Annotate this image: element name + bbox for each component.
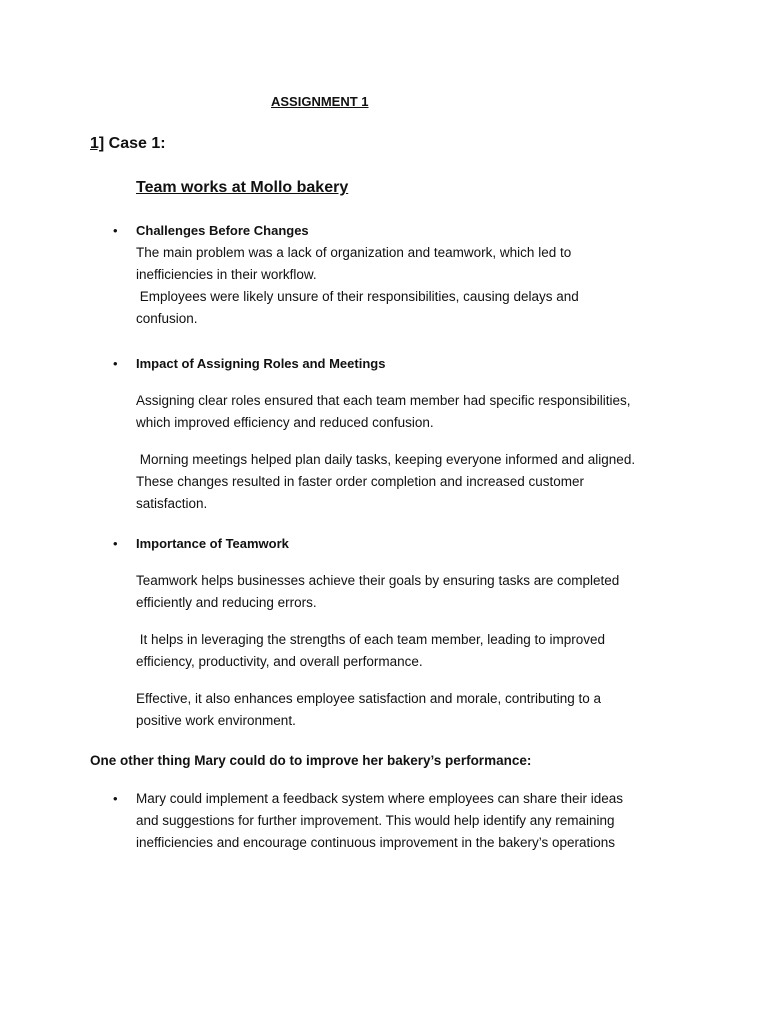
section-paragraph: Assigning clear roles ensured that each team member had specific responsibilities, which improved efficiency and reduced confusion. <box>136 393 631 430</box>
section-improvement <box>113 788 696 854</box>
section-impact <box>113 353 696 515</box>
document-title: ASSIGNMENT 1 <box>271 94 369 109</box>
section-paragraph: Teamwork helps businesses achieve their goals by ensuring tasks are completed efficiently and reducing errors. <box>136 573 620 610</box>
spacer <box>136 673 696 688</box>
bullet-marker: • <box>113 791 118 806</box>
bullet-marker: • <box>113 536 118 551</box>
spacer <box>136 614 696 629</box>
section-paragraph: The main problem was a lack of organization and teamwork, which led to inefficiencies in their workflow. Employees were likely unsure of their responsibilities, causing delays and confusion. <box>136 245 579 326</box>
spacer <box>136 375 696 390</box>
section-paragraph: Morning meetings helped plan daily tasks, keeping everyone informed and aligned. These changes resulted in faster order completion and increased customer satisfaction. <box>136 452 636 511</box>
case-heading <box>90 134 166 154</box>
section-paragraph: Effective, it also enhances employee satisfaction and morale, contributing to a positive work environment. <box>136 691 602 728</box>
section-heading: Challenges Before Changes <box>136 223 309 238</box>
case-subtitle: Team works at Mollo bakery <box>136 179 349 196</box>
case-number: 1] <box>90 135 105 152</box>
section-heading: Impact of Assigning Roles and Meetings <box>136 356 386 371</box>
improvement-paragraph: Mary could implement a feedback system where employees can share their ideas and suggestions for further improvement. This would help identify any remaining inefficiencies and encourage continuous improvement in the bakery’s operations <box>136 791 623 850</box>
spacer <box>136 434 696 449</box>
bullet-marker: • <box>113 356 118 371</box>
section-paragraph: It helps in leveraging the strengths of each team member, leading to improved efficiency, productivity, and overall performance. <box>136 632 606 669</box>
section-heading: Importance of Teamwork <box>136 536 289 551</box>
spacer <box>136 555 696 570</box>
improvement-heading: One other thing Mary could do to improve her bakery’s performance: <box>90 753 532 768</box>
section-teamwork <box>113 533 696 732</box>
bullet-marker: • <box>113 223 118 238</box>
section-challenges <box>113 220 696 330</box>
case-label: Case 1: <box>104 135 166 152</box>
